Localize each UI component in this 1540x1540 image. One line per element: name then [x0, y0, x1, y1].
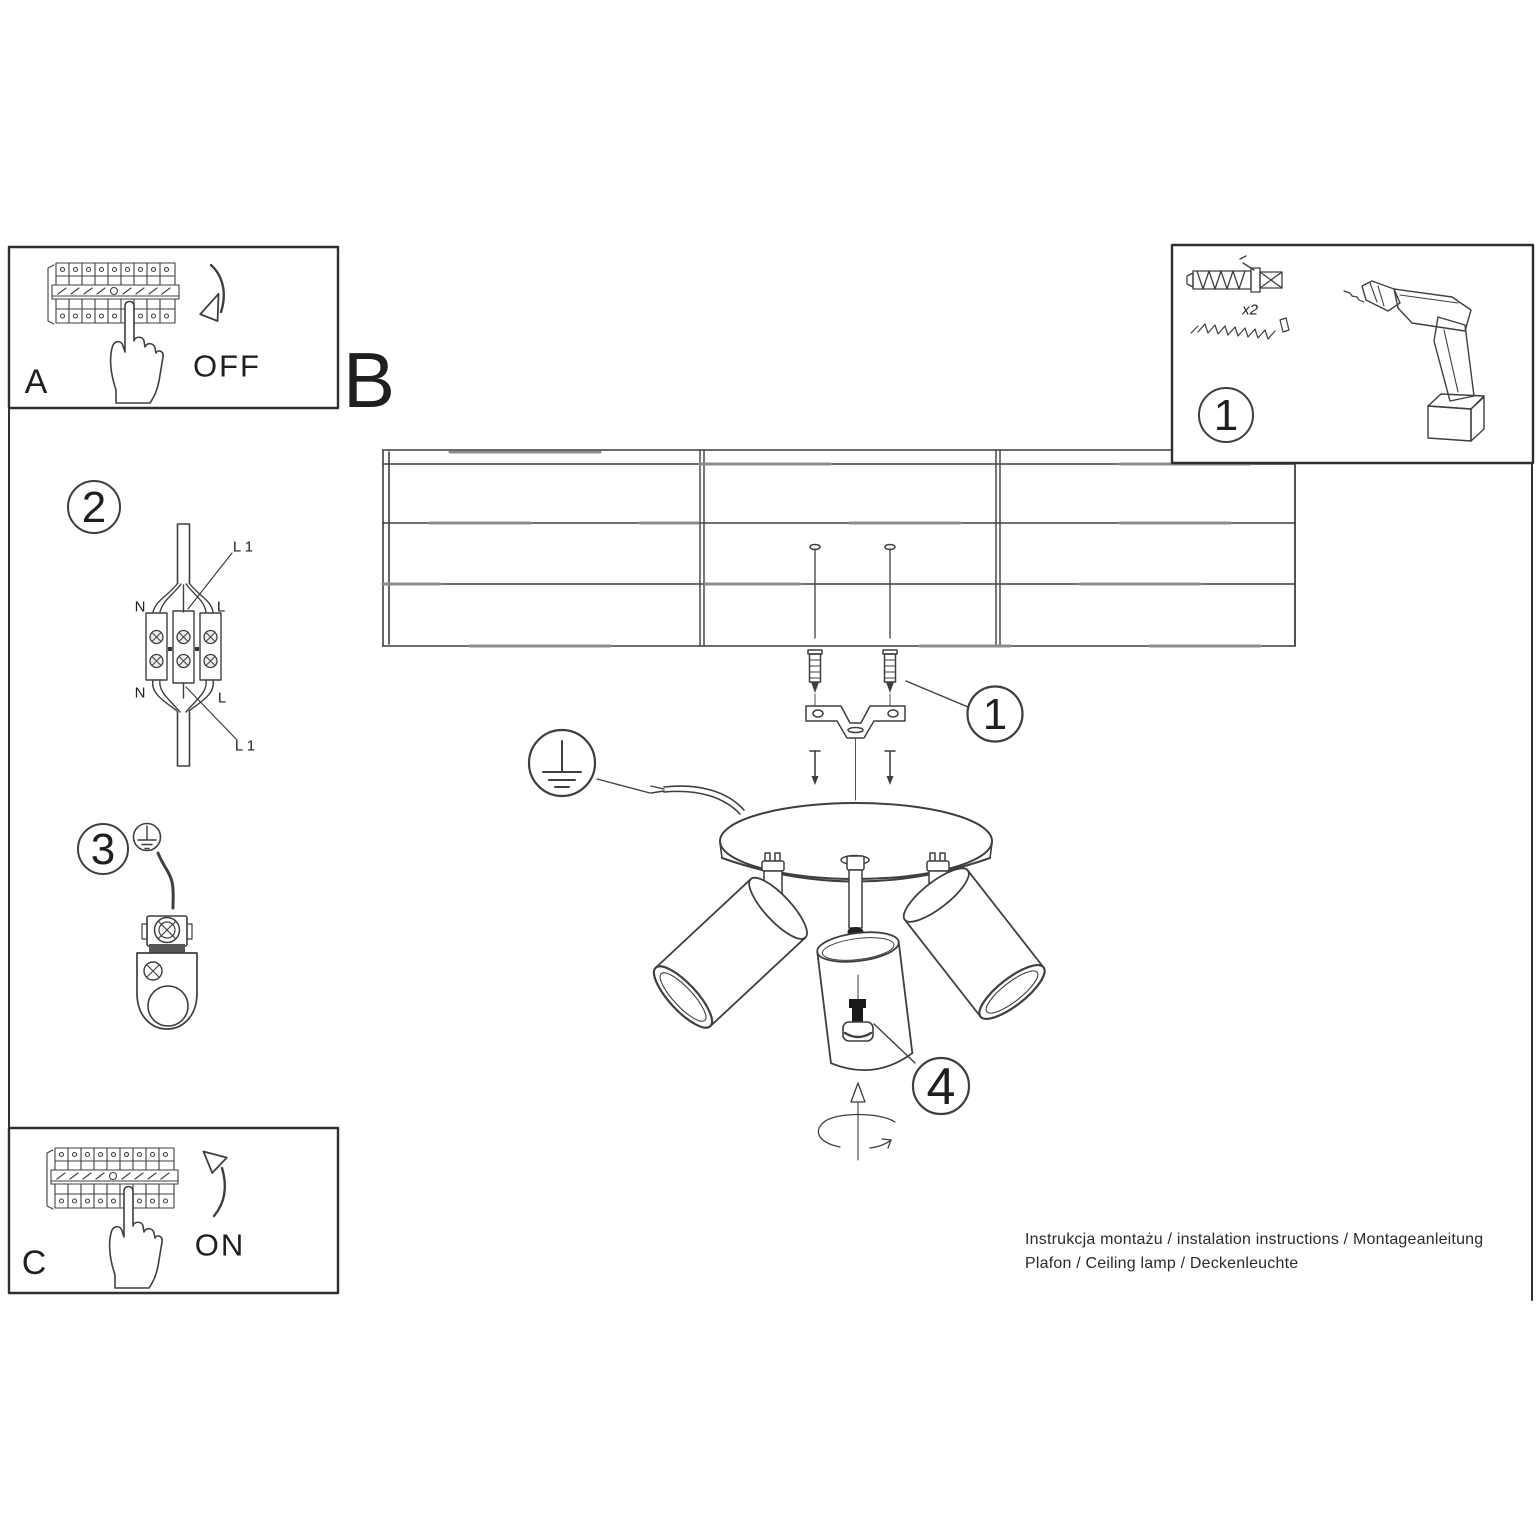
spot-head-right	[897, 860, 1052, 1027]
panel-a-state-off: OFF	[193, 348, 261, 384]
wire-label-l1-bottom: L 1	[234, 737, 256, 755]
parts-callout-number: 1	[1213, 391, 1239, 440]
panel-a-box	[9, 247, 338, 408]
l1-bottom-leader	[186, 687, 237, 740]
panel-b-label: B	[342, 336, 396, 424]
step1-number: 1	[982, 690, 1008, 739]
rotation-arrow	[818, 1083, 895, 1160]
ground-wire	[651, 786, 744, 814]
wire-label-n-bottom: N	[134, 684, 146, 702]
l1-top-leader	[188, 553, 232, 609]
footer-product-line: Plafon / Ceiling lamp / Deckenleuchte	[1025, 1255, 1299, 1272]
ground-symbol	[529, 730, 595, 796]
ceiling-screws	[810, 545, 895, 639]
canopy-screws	[810, 751, 895, 785]
footer-title-line: Instrukcja montażu / instalation instructions / Montageanleitung	[1025, 1231, 1484, 1248]
panel-a-label: A	[24, 363, 48, 401]
panel-c-label: C	[21, 1244, 47, 1282]
wood-grain-lines	[383, 452, 1260, 646]
anchor-quantity-label: x2	[1242, 301, 1258, 319]
mounting-bracket	[806, 706, 905, 738]
step2-number: 2	[81, 483, 107, 532]
ceiling-planks	[383, 450, 1295, 646]
ground-leader-line	[597, 779, 650, 793]
wall-anchors	[808, 650, 897, 706]
wire-label-l1-top: L 1	[232, 538, 254, 556]
step4-number: 4	[926, 1058, 956, 1116]
wire-label-l-top: L	[216, 598, 226, 616]
wire-label-n-top: N	[134, 598, 146, 616]
step3-number: 3	[90, 825, 116, 874]
spot-head-left	[646, 870, 815, 1035]
wire-label-l-bottom: L	[217, 689, 227, 707]
mini-ground-symbol	[134, 824, 161, 851]
panel-c-state-on: ON	[194, 1227, 246, 1263]
